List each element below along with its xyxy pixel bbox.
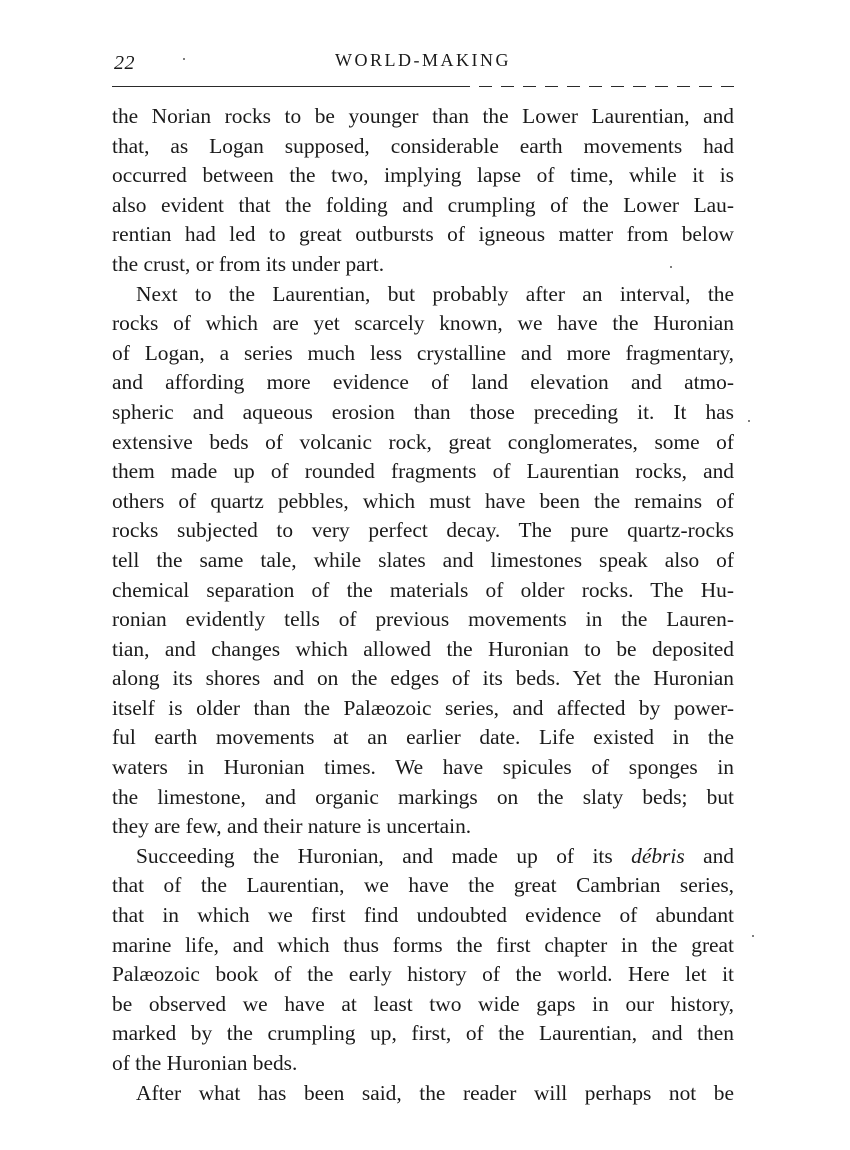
text-line: Palæozoic book of the early history of the world. Here let it	[112, 962, 734, 987]
print-speck	[670, 266, 672, 268]
text-line: marine life, and which thus forms the first chapter in the great	[112, 932, 734, 957]
print-speck	[183, 58, 185, 60]
italic-term: débris	[631, 843, 685, 868]
text-line: tell the same tale, while slates and limestones speak also of	[112, 547, 734, 572]
text-line: rocks of which are yet scarcely known, we have the Huronian	[112, 311, 734, 336]
text-line: spheric and aqueous erosion than those preceding it. It has	[112, 399, 734, 424]
text-segment: and	[684, 843, 734, 868]
running-title: WORLD-MAKING	[335, 50, 511, 70]
text-line: After what has been said, the reader will perhaps not be	[136, 1080, 734, 1105]
text-segment: Succeeding the Huronian, and made up of its	[136, 843, 632, 868]
text-line: itself is older than the Palæozoic series, and affected by power-	[112, 695, 734, 720]
text-line: ful earth movements at an earlier date. Life existed in the	[112, 725, 734, 750]
text-line: that, as Logan supposed, considerable earth movements had	[112, 133, 734, 158]
text-line: also evident that the folding and crumpling of the Lower Lau-	[112, 192, 734, 217]
text-line: ronian evidently tells of previous movements in the Lauren-	[112, 607, 734, 632]
text-line: others of quartz pebbles, which must have been the remains of	[112, 488, 734, 513]
text-line: the limestone, and organic markings on the slaty beds; but	[112, 784, 734, 809]
running-head	[112, 44, 734, 74]
page-number: 22	[114, 52, 135, 74]
text-line: Next to the Laurentian, but probably after an interval, the	[136, 281, 734, 306]
text-line: rocks subjected to very perfect decay. The pure quartz-rocks	[112, 518, 734, 543]
text-line: of Logan, a series much less crystalline and more fragmentary,	[112, 340, 734, 365]
text-line: the crust, or from its under part.	[112, 251, 385, 276]
text-line: along its shores and on the edges of its beds. Yet the Huronian	[112, 666, 734, 691]
text-line: of the Huronian beds.	[112, 1051, 298, 1075]
body-text	[112, 102, 734, 1108]
text-line: they are few, and their nature is uncertain.	[112, 814, 472, 839]
text-line: chemical separation of the materials of older rocks. The Hu-	[112, 577, 734, 602]
text-line: the Norian rocks to be younger than the Lower Laurentian, and	[112, 104, 734, 128]
text-line: and affording more evidence of land elevation and atmo-	[112, 370, 734, 395]
text-line: be observed we have at least two wide gaps in our history,	[112, 991, 734, 1016]
text-line: waters in Huronian times. We have spicules of sponges in	[112, 755, 734, 780]
text-line: marked by the crumpling up, first, of the Laurentian, and then	[112, 1021, 734, 1046]
print-speck	[748, 420, 750, 422]
text-line: occurred between the two, implying lapse of time, while it is	[112, 163, 734, 188]
text-line	[112, 842, 734, 872]
header-rule-break	[470, 85, 734, 88]
print-speck	[752, 935, 754, 937]
text-line: that of the Laurentian, we have the great Cambrian series,	[112, 873, 734, 898]
text-line: that in which we first find undoubted evidence of abundant	[112, 903, 734, 928]
text-line: extensive beds of volcanic rock, great conglomerates, some of	[112, 429, 734, 454]
text-line: them made up of rounded fragments of Laurentian rocks, and	[112, 459, 734, 484]
text-line: rentian had led to great outbursts of igneous matter from below	[112, 222, 734, 247]
text-line: tian, and changes which allowed the Huronian to be deposited	[112, 636, 734, 661]
